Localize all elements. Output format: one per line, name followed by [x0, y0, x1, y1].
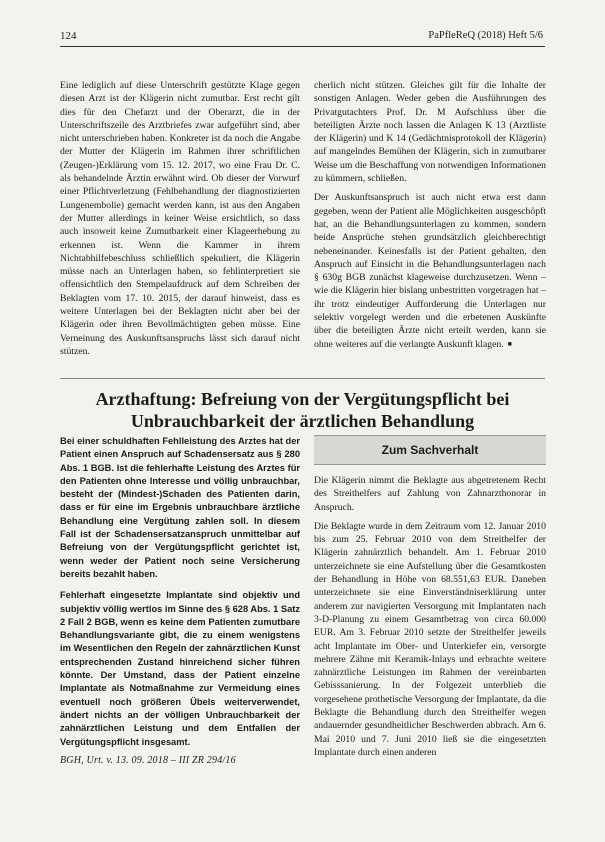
- article-body-column: [314, 474, 546, 759]
- previous-article-right-column: [314, 79, 546, 351]
- section-heading: Zum Sachverhalt: [314, 435, 546, 465]
- paragraph: cherlich nicht stützen. Gleiches gilt für die Inhalte der sonstigen Anlagen. Weder geben die Ausführungen des Privatgutachters Prof. Dr. M Aufschluss über die beteiligten Ärzte noch lassen die Anlagen K 13 (Arztliste der Klägerin) und K 14 (Gedächtnisprotokoll der Klägerin) auf mangelndes Bemühen der Klägerin, sich in zumutbarer Weise um die Beschaffung von notwendigen Informationen zu kümmern, schließen.: [314, 80, 546, 185]
- previous-article-left-column: [60, 79, 300, 358]
- headnote-paragraph: Fehlerhaft eingesetzte Implantate sind objektiv und subjektiv völlig wertlos im Sinne des § 628 Abs. 1 Satz 2 Fall 2 BGB, wenn es keine dem Patienten zumutbare Behandlungsvariante gibt, die zu einem wenigstens im Wesentlichen den Regeln der zahnärztlichen Kunst entsprechenden Zustand hinreichend sicher führen könnte. Der Umstand, dass der Patient einzelne Implantate als Notmaßnahme zur Vermeidung eines eventuell noch größeren Übels weiterverwendet, ändert nichts an der völligen Unbrauchbarkeit der zahnärztlichen Leistung und dem Entfallen der Vergütungspflicht insgesamt.: [60, 590, 300, 747]
- page-number: 124: [60, 30, 77, 42]
- section-divider: [60, 378, 545, 379]
- end-mark-icon: ■: [507, 339, 512, 348]
- paragraph: [314, 191, 546, 351]
- headnote: [60, 435, 300, 757]
- court-citation: BGH, Urt. v. 13. 09. 2018 – III ZR 294/16: [60, 755, 236, 766]
- paragraph-text: Der Auskunftsanspruch ist auch nicht etwa erst dann gegeben, wenn der Patient alle Möglichkeiten ausgeschöpft hat, an die Behandlungsunterlagen zu kommen, sondern beide Ansprüche stehen grundsätzlich gleichberechtigt nebeneinander. Keinesfalls ist der Patient gehalten, den Anspruch auf Einsicht in die Behandlungsunterlagen nach § 630g BGB zunächst klageweise durchzusetzen. Wenn – wie die Klägerin hier bislang unbestritten vorgetragen hat – ihr trotz eindeutiger Aufforderung die Unterlagen nur selektiv vorgelegt werden und die erbetenen Auskünfte über die beteiligten Ärzte nicht erteilt werden, kann sie ohne weiteres auf die verlangte Auskunft klagen.: [314, 192, 546, 350]
- header-rule: [60, 46, 545, 47]
- paragraph: Die Beklagte wurde in dem Zeitraum vom 12. Januar 2010 bis zum 25. Februar 2010 von dem Streithelfer der Klägerin zahnärztlich behandelt. Am 1. Februar 2010 unterzeichnete sie eine Aufstellung über die Gesamtkosten der Behandlung in Höhe von 68.551,63 EUR. Daneben unterzeichnete sie eine Einverständniserklärung unter anderem zur navigierten Versorgung mit Implantaten nach 3-D-Planung zu einem Gesamtbetrag von circa 60.000 EUR. Am 3. Februar 2010 setzte der Streithelfer jeweils acht Implantate im Ober- und Unterkiefer ein, versorgte mehrere Zähne mit Keramik-Inlays und erbrachte weitere zahnärztliche Leistungen im Rahmen der vereinbarten Gebisssanierung. In der Folgezeit unterblieb die vorgesehene prothetische Versorgung der Implantate, da die Beklagte die Behandlung durch den Streithelfer wegen andauernder gesundheitlicher Beschwerden abbrach. Am 6. Mai 2010 und 7. Juni 2010 ließ sie die eingesetzten Implantate durch einen anderen: [314, 520, 546, 758]
- journal-header: PaPfleReQ (2018) Heft 5/6: [428, 30, 543, 41]
- paragraph: Die Klägerin nimmt die Beklagte aus abgetretenem Recht des Streithelfers auf Zahlung von Zahnarzthonorar in Anspruch.: [314, 475, 546, 513]
- headnote-paragraph: Bei einer schuldhaften Fehlleistung des Arztes hat der Patient einen Anspruch auf Schadensersatz aus § 280 Abs. 1 BGB. Ist die fehlerhafte Leistung des Arztes für den Patienten ohne Interesse und völlig unbrauchbar, besteht der (Mindest-)Schaden des Patienten darin, dass er für eine im Ergebnis unbrauchbare ärztliche Behandlung eine Vergütung zahlen soll. In diesem Fall ist der Schadensersatzanspruch unmittelbar auf Befreiung von der Vergütungspflicht gerichtet ist, wenn weder der Patient noch seine Versicherung bereits bezahlt haben.: [60, 436, 300, 579]
- paragraph: Eine lediglich auf diese Unterschrift gestützte Klage gegen diesen Arzt ist der Klägerin nicht zumutbar. Erst recht gilt dies für den Chefarzt und der Oberarzt, die in der Unterschriftszeile des Arztbriefes zwar aufgeführt sind, aber nicht unterschrieben haben. Konkreter ist da noch die Angabe der Mutter der Klägerin im Rahmen ihrer schriftlichen (Zeugen-)Erklärung vom 15. 12. 2017, wo eine Frau Dr. C. als behandelnde Ärztin erwähnt wird. Ob dieser der Vorwurf einer Pflichtverletzung (Fehlbehandlung der diagnostizierten Lungenembolie) gemacht werden kann, ist aus den Angaben der Mutter allerdings in keiner Weise ersichtlich, so dass auch insoweit keine Zumutbarkeit einer Klageerhebung zu erkennen ist. Wenn die Kammer in ihrem Nichtabhilfebeschluss schließlich spekuliert, die Klägerin müsse nach an Unterlagen haben, so fehlinterpretiert sie offensichtlich den Stempelaufdruck auf dem Schreiben der Beklagten vom 17. 10. 2015, der darauf hinweist, dass es weitere Unterlagen bei der Beklagten nicht aber bei der Klägerin oder ihren Bevollmächtigten geben müsse. Eine Verneinung des Auskunftsanspruchs lässt sich darauf nicht stützen.: [60, 80, 300, 357]
- article-title: Arzthaftung: Befreiung von der Vergütungspflicht bei Unbrauchbarkeit der ärztlichen Behandlung: [95, 389, 510, 431]
